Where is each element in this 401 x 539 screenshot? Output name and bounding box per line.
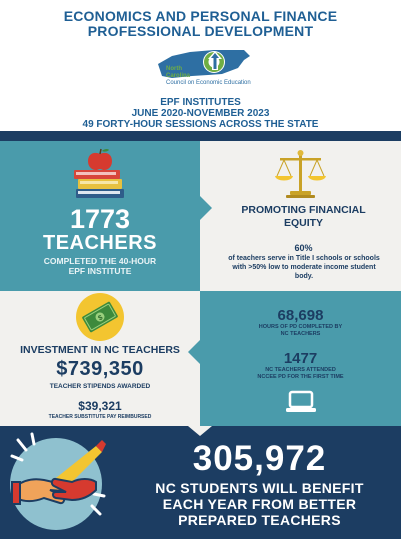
investment-caption: TEACHER STIPENDS AWARDED [49,383,151,390]
investment-title: INVESTMENT IN NC TEACHERS [20,344,180,356]
substitute-amount: $39,321 [78,399,122,413]
epf-line-2: JUNE 2020-NOVEMBER 2023 [131,108,270,119]
teachers-count: 1773 [69,204,131,234]
svg-text:$: $ [97,314,105,323]
equity-description [214,254,394,281]
logo-line-3: Council on Economic Education [166,80,251,86]
equity-title-line-2: EQUITY [283,217,324,229]
equity-desc-line-3: body. [294,273,314,280]
equity-title [206,204,401,230]
title-line-2: PROFESSIONAL DEVELOPMENT [87,23,314,39]
substitute-caption: TEACHER SUBSTITUTE PAY REIMBURSED [48,414,152,420]
epf-line-1: EPF INSTITUTES [160,97,241,108]
students-count: 305,972 [192,439,327,478]
header [0,0,401,131]
investment-amount: $739,350 [56,358,144,380]
teachers-caption [0,256,200,276]
equity-desc-line-2: with >50% low to moderate income student [232,264,376,271]
equity-desc-line-1: of teachers serve in Title I schools or schools [228,255,380,262]
nccee-logo [152,44,262,96]
laptop-icon [285,390,317,414]
epf-info [0,97,401,130]
students-caption [118,480,401,528]
logo-text [166,66,251,87]
teachers-caption-line-1: COMPLETED THE 40-HOUR [43,256,157,266]
epf-line-3: 49 FORTY-HOUR SESSIONS ACROSS THE STATE [82,119,319,130]
first-time-caption-line-1: NC TEACHERS ATTENDED [265,367,336,373]
pd-hours-caption-line-2: NC TEACHERS [280,331,321,337]
title-line-1: ECONOMICS AND PERSONAL FINANCE [63,8,338,24]
first-time-count: 1477 [283,350,318,367]
teachers-caption-line-2: EPF INSTITUTE [68,266,132,276]
first-time-caption [200,367,401,381]
header-divider [0,131,401,141]
notch-bottom [188,426,212,436]
pd-hours: 68,698 [277,307,324,324]
logo-line-2: Carolina [166,73,191,79]
students-caption-line-3: PREPARED TEACHERS [178,512,341,528]
apple-books-icon [72,148,128,200]
hands-icon [4,432,112,536]
equity-title-line-1: PROMOTING FINANCIAL [241,204,366,216]
pd-hours-caption-line-1: HOURS OF PD COMPLETED BY [258,324,343,330]
money-icon [75,292,125,342]
equity-percent: 60% [294,243,313,253]
first-time-caption-line-2: NCCEE PD FOR THE FIRST TIME [257,374,344,380]
students-caption-line-1: NC STUDENTS WILL BENEFIT [155,480,364,496]
page-title [0,9,401,39]
students-caption-line-2: EACH YEAR FROM BETTER [162,496,357,512]
teachers-label: TEACHERS [42,232,157,254]
pd-hours-caption [200,324,401,338]
logo-line-1: North [166,66,182,72]
scales-icon [272,148,328,200]
